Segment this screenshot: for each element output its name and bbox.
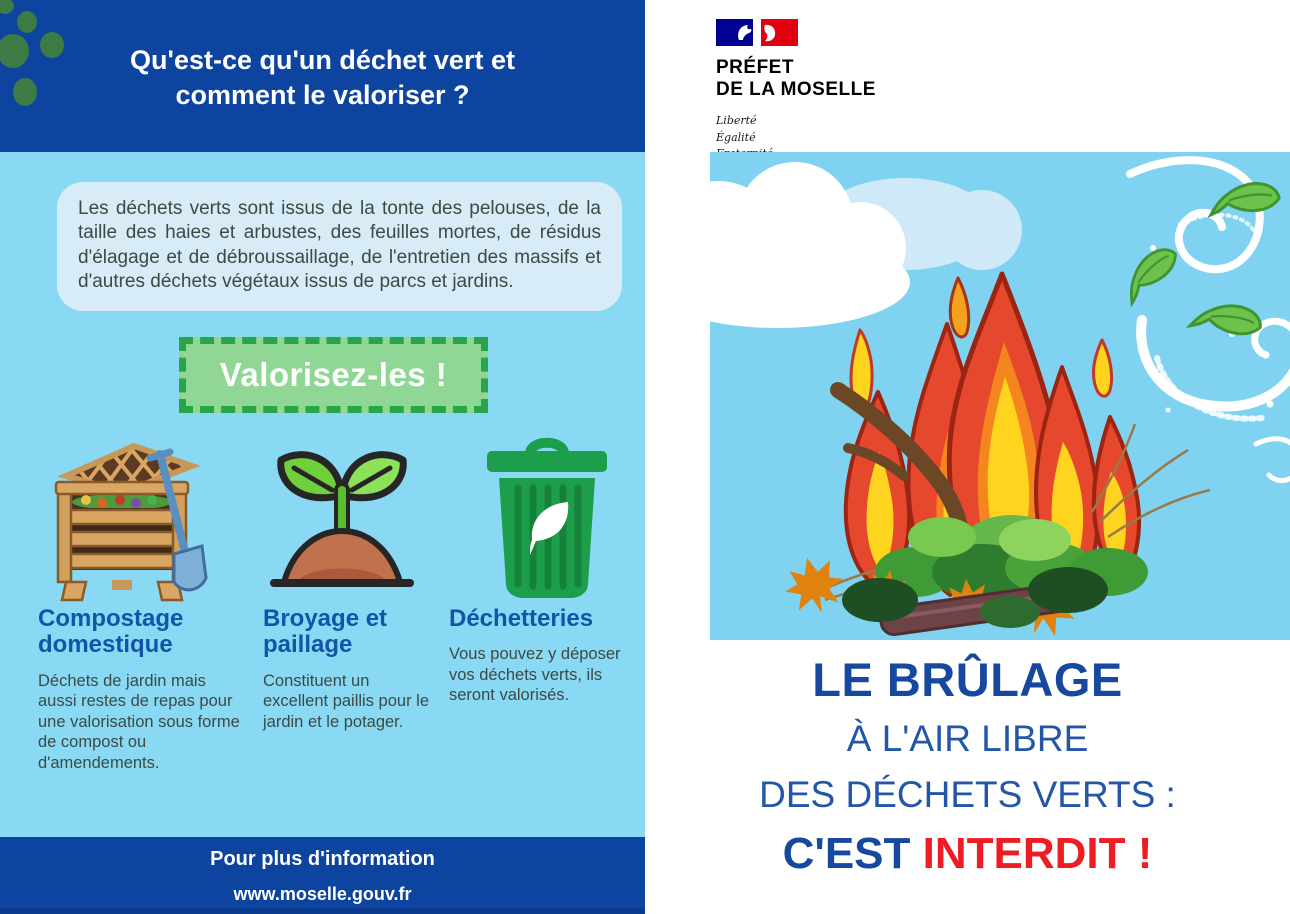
column-text: Constituent un excellent paillis pour le jardin et le potager. xyxy=(263,671,430,731)
footer-url: www.moselle.gouv.fr xyxy=(233,884,412,904)
valorisez-badge xyxy=(179,337,488,413)
column-text: Déchets de jardin mais aussi restes de repas pour une valorisation sous forme de compost ou d'amendements. xyxy=(38,671,240,772)
title-cest: C'EST xyxy=(782,829,911,878)
flying-leaf xyxy=(1121,247,1185,304)
logo-line-prefet: PRÉFET xyxy=(716,57,794,78)
title-line-dechets-verts: DES DÉCHETS VERTS : xyxy=(759,774,1176,815)
title-line-brulage: LE BRÛLAGE xyxy=(812,653,1123,706)
column-text: Vous pouvez y déposer vos déchets verts, ils seront valorisés. xyxy=(449,645,621,705)
column-title: Broyage et paillage xyxy=(263,605,388,659)
column-title: Compostage domestique xyxy=(38,605,184,659)
column-broyage xyxy=(263,606,435,732)
compost-bin-icon xyxy=(36,428,218,607)
seedling-icon xyxy=(262,432,422,605)
intro-text: Les déchets verts sont issus de la tonte des pelouses, de la taille des haies et arbustes, des feuilles mortes, de résidus d'élagage et de débroussaillage, de l'entretien des massifs et d'autres déchets végétaux issus de parcs et jardins. xyxy=(78,198,601,292)
left-page-header xyxy=(0,0,645,152)
column-title: Déchetteries xyxy=(449,605,594,632)
column-dechetteries xyxy=(449,606,629,706)
interdiction-title xyxy=(645,652,1290,879)
page-title: Qu'est-ce qu'un déchet vert et comment le valoriser ? xyxy=(130,44,515,110)
title-line-air-libre: À L'AIR LIBRE xyxy=(846,718,1089,759)
left-page-footer xyxy=(0,837,645,914)
fire-illustration xyxy=(710,152,1290,640)
valorisez-badge-label: Valorisez-les ! xyxy=(219,356,448,393)
logo-line-departement: DE LA MOSELLE xyxy=(716,79,876,100)
title-interdit: INTERDIT ! xyxy=(922,829,1153,878)
green-leaf-blobs-decoration xyxy=(0,0,80,112)
french-flag-marianne-icon xyxy=(716,19,798,47)
prefet-moselle-logo xyxy=(716,19,876,163)
column-compostage xyxy=(38,606,243,773)
title-line-interdit xyxy=(645,829,1290,879)
footer-info-label: Pour plus d'information xyxy=(210,848,435,870)
green-trash-bin-icon xyxy=(480,434,614,607)
right-page xyxy=(645,0,1290,914)
logo-motto: Liberté Égalité xyxy=(716,114,757,144)
intro-text-box xyxy=(57,182,622,311)
